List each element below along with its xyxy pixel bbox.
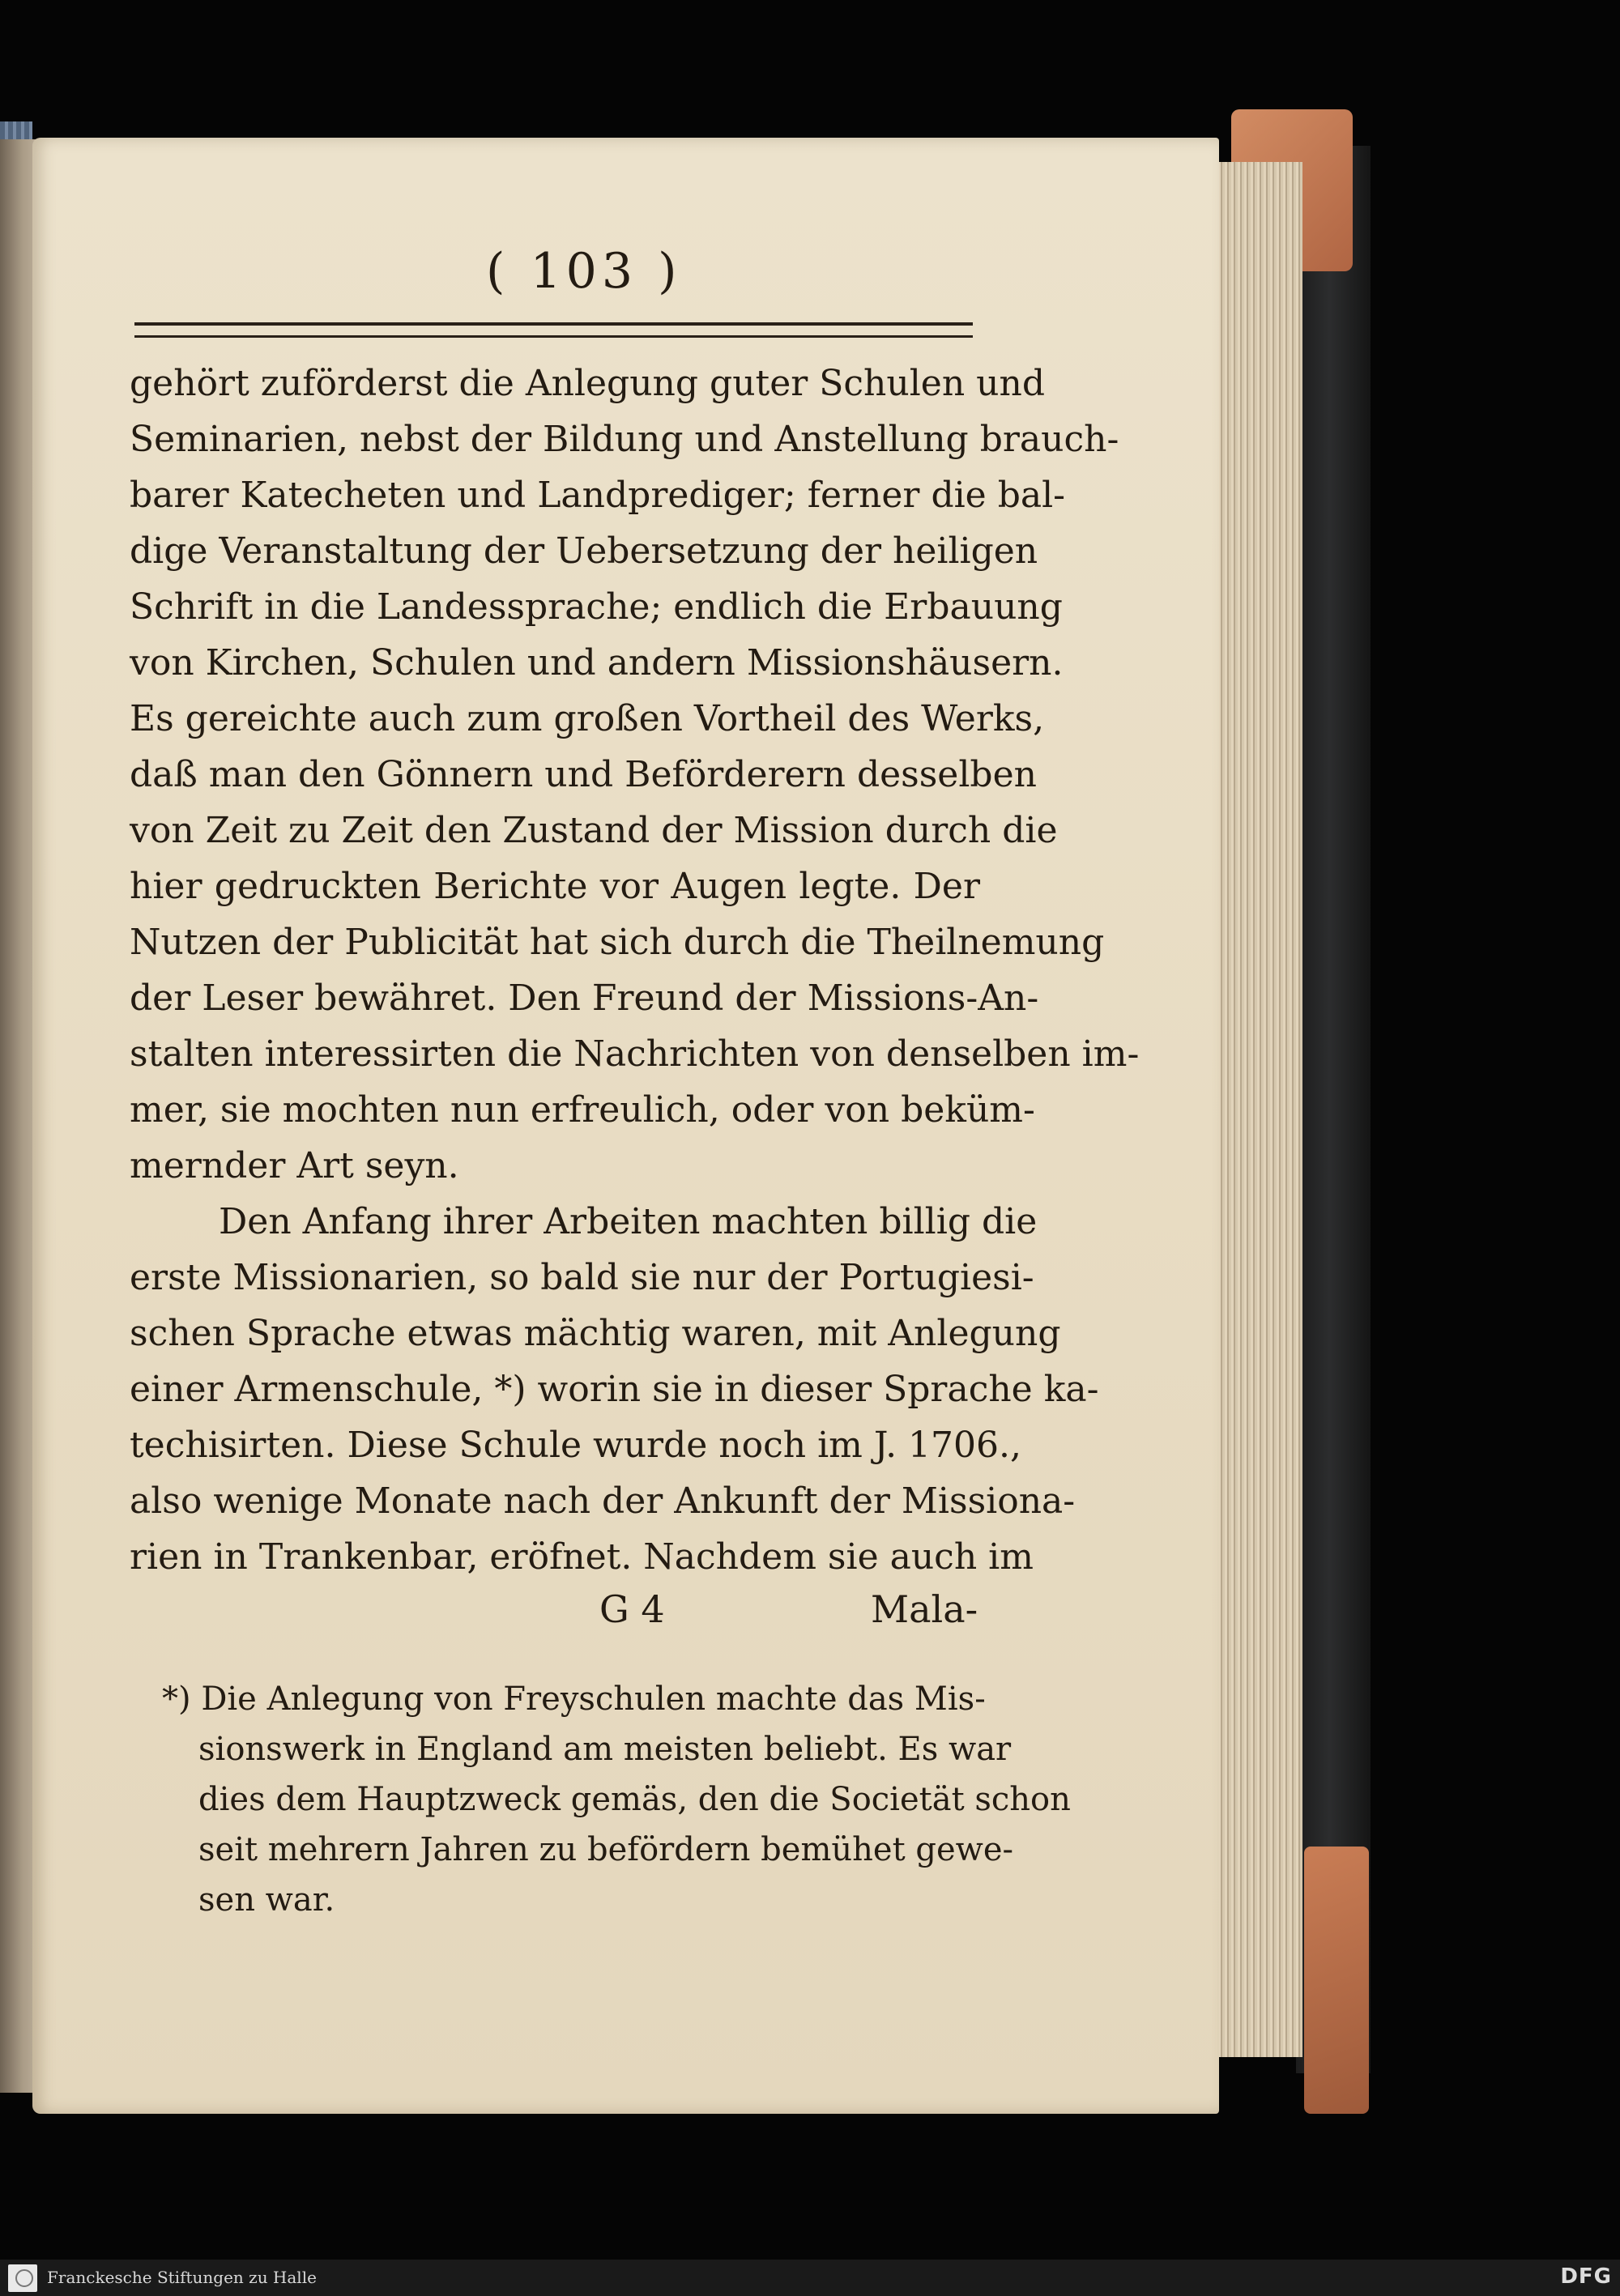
body-line: mernder Art seyn. — [130, 1145, 459, 1186]
body-line: von Zeit zu Zeit den Zustand der Mission durch die — [130, 810, 1058, 851]
footnote-line: dies dem Hauptzweck gemäs, den die Societät schon — [198, 1781, 1071, 1818]
paragraph-start-line: Den Anfang ihrer Arbeiten machten billig die — [219, 1201, 1038, 1242]
body-line: barer Katecheten und Landprediger; ferner die bal- — [130, 475, 1066, 516]
body-line: also wenige Monate nach der Ankunft der Missiona- — [130, 1480, 1076, 1522]
body-line: von Kirchen, Schulen und andern Missionshäusern. — [130, 642, 1064, 684]
body-line: gehört zuförderst die Anlegung guter Schulen und — [130, 363, 1046, 404]
header-rule — [134, 322, 973, 338]
signature-mark: G 4 — [599, 1587, 665, 1631]
book-cover-board — [1296, 146, 1371, 2073]
body-line: stalten interessirten die Nachrichten von denselben im- — [130, 1033, 1140, 1075]
body-line: daß man den Gönnern und Beförderern desselben — [130, 754, 1037, 795]
body-line: Nutzen der Publicität hat sich durch die Theilnemung — [130, 922, 1105, 963]
body-line: rien in Trankenbar, eröfnet. Nachdem sie auch im — [130, 1536, 1034, 1578]
institution-name: Franckesche Stiftungen zu Halle — [47, 2268, 317, 2287]
institution-logo — [8, 2264, 37, 2292]
body-line: der Leser bewähret. Den Freund der Missions-An- — [130, 978, 1039, 1019]
footnote-line: seit mehrern Jahren zu befördern bemühet gewe- — [198, 1831, 1014, 1868]
body-line: Seminarien, nebst der Bildung und Anstellung brauch- — [130, 419, 1119, 460]
body-line: hier gedruckten Berichte vor Augen legte. Der — [130, 866, 980, 907]
body-line: techisirten. Diese Schule wurde noch im J. 1706., — [130, 1425, 1021, 1466]
body-line: mer, sie mochten nun erfreulich, oder von beküm- — [130, 1089, 1035, 1131]
leather-corner-bottom — [1304, 1847, 1369, 2114]
footnote-line: sen war. — [198, 1881, 335, 1919]
body-line: schen Sprache etwas mächtig waren, mit Anlegung — [130, 1313, 1061, 1354]
body-line: einer Armenschule, *) worin sie in dieser Sprache ka- — [130, 1369, 1099, 1410]
body-line: erste Missionarien, so bald sie nur der Portugiesi- — [130, 1257, 1034, 1298]
dfg-logo: DFG — [1560, 2264, 1612, 2289]
body-line: dige Veranstaltung der Uebersetzung der heiligen — [130, 530, 1038, 572]
footnote-line: sionswerk in England am meisten beliebt. Es war — [198, 1731, 1012, 1768]
body-line: Es gereichte auch zum großen Vortheil des Werks, — [130, 698, 1045, 739]
page-number: ( 103 ) — [486, 243, 682, 300]
left-book-cover — [0, 121, 32, 141]
footnote-line: *) Die Anlegung von Freyschulen machte das Mis- — [162, 1680, 986, 1718]
catchword: Mala- — [871, 1587, 978, 1631]
body-line: Schrift in die Landessprache; endlich die Erbauung — [130, 586, 1063, 628]
